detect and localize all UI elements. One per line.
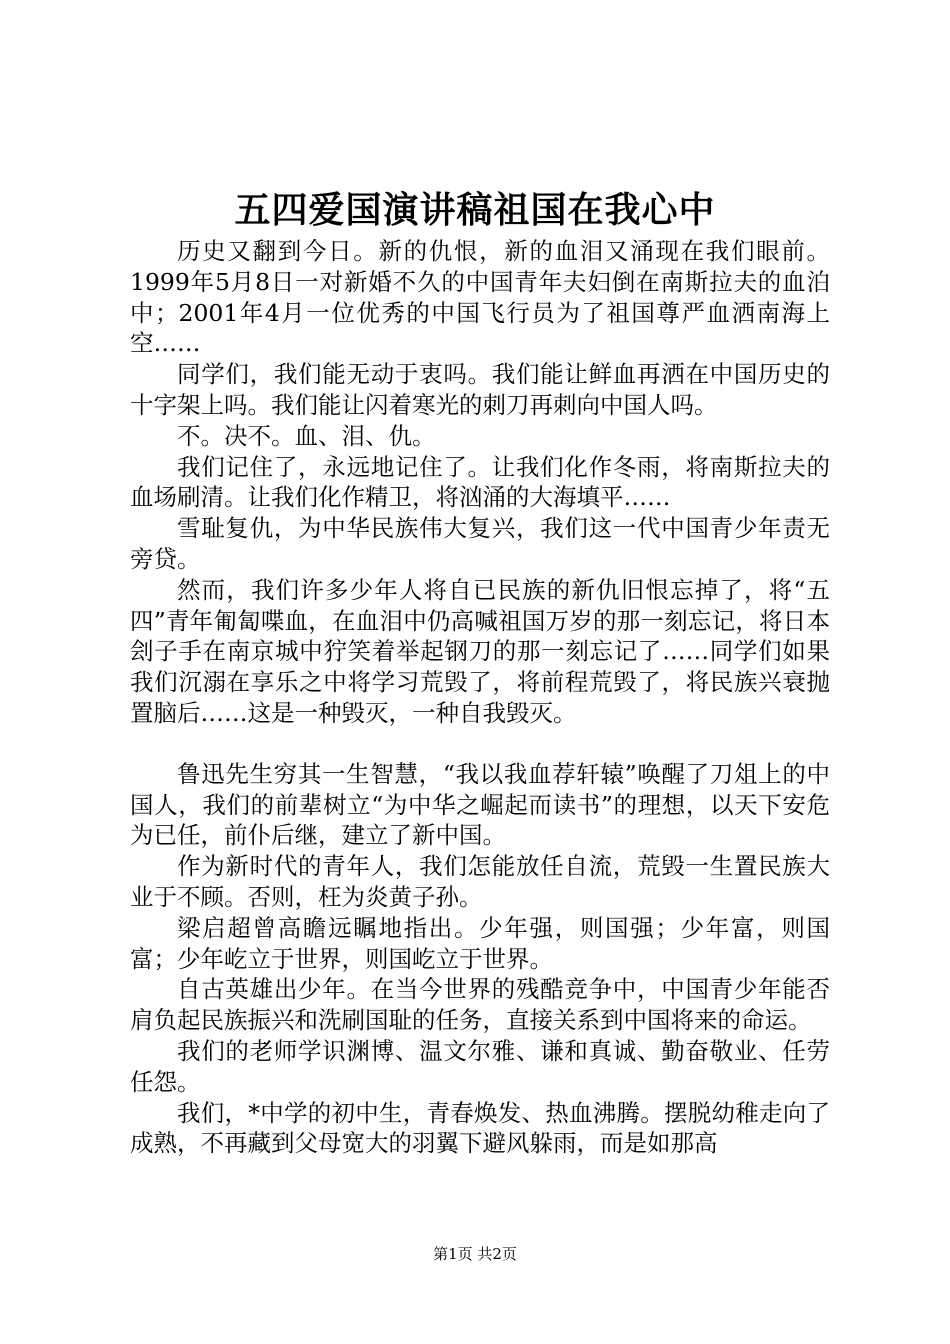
paragraph: 雪耻复仇，为中华民族伟大复兴，我们这一代中国青少年责无旁贷。	[130, 514, 830, 573]
paragraph-gap	[130, 729, 830, 759]
paragraph: 梁启超曾高瞻远瞩地指出。少年强，则国强；少年富，则国富；少年屹立于世界，则国屹立于世界。	[130, 913, 830, 973]
paragraph: 不。决不。血、泪、仇。	[177, 421, 436, 450]
paragraph: 我们，*中学的初中生，青春焕发、热血沸腾。摆脱幼稚走向了成熟，不再藏到父母宽大的羽翼下避风躲雨，而是如那高	[130, 1098, 830, 1158]
paragraph: 历史又翻到今日。新的仇恨，新的血泪又涌现在我们眼前。1999年5月8日一对新婚不久的中国青年夫妇倒在南斯拉夫的血泊中；2001年4月一位优秀的中国飞行员为了祖国尊严血洒南海上空……	[130, 237, 830, 358]
paragraph: 我们记住了，永远地记住了。让我们化作冬雨，将南斯拉夫的血场刷清。让我们化作精卫，将汹涌的大海填平……	[130, 452, 830, 512]
paragraph: 鲁迅先生穷其一生智慧，“我以我血荐轩辕”唤醒了刀俎上的中国人，我们的前辈树立“为中华之崛起而读书”的理想，以天下安危为已任，前仆后继，建立了新中国。	[130, 759, 830, 850]
paragraph: 同学们，我们能无动于衷吗。我们能让鲜血再洒在中国历史的十字架上吗。我们能让闪着寒光的刺刀再刺向中国人吗。	[130, 360, 830, 419]
paragraph: 作为新时代的青年人，我们怎能放任自流，荒毁一生置民族大业于不顾。否则，枉为炎黄子孙。	[130, 852, 830, 911]
document-body	[130, 236, 830, 1159]
paragraph: 自古英雄出少年。在当今世界的残酷竞争中，中国青少年能否肩负起民族振兴和洗刷国耻的任务，直接关系到中国将来的命运。	[130, 975, 830, 1035]
page-title: 五四爱国演讲稿祖国在我心中	[234, 189, 716, 231]
page-number-footer: 第1页 共2页	[433, 1245, 517, 1263]
paragraph: 我们的老师学识渊博、温文尔雅、谦和真诚、勤奋敬业、任劳任怨。	[130, 1036, 830, 1096]
paragraph: 然而，我们许多少年人将自已民族的新仇旧恨忘掉了，将“五四”青年匍匐喋血，在血泪中仍高喊祖国万岁的那一刻忘记，将日本刽子手在南京城中狞笑着举起钢刀的那一刻忘记了……同学们如果我们沉溺在享乐之中将学习荒毁了，将前程荒毁了，将民族兴衰抛置脑后……这是一种毁灭，一种自我毁灭。	[130, 575, 830, 727]
